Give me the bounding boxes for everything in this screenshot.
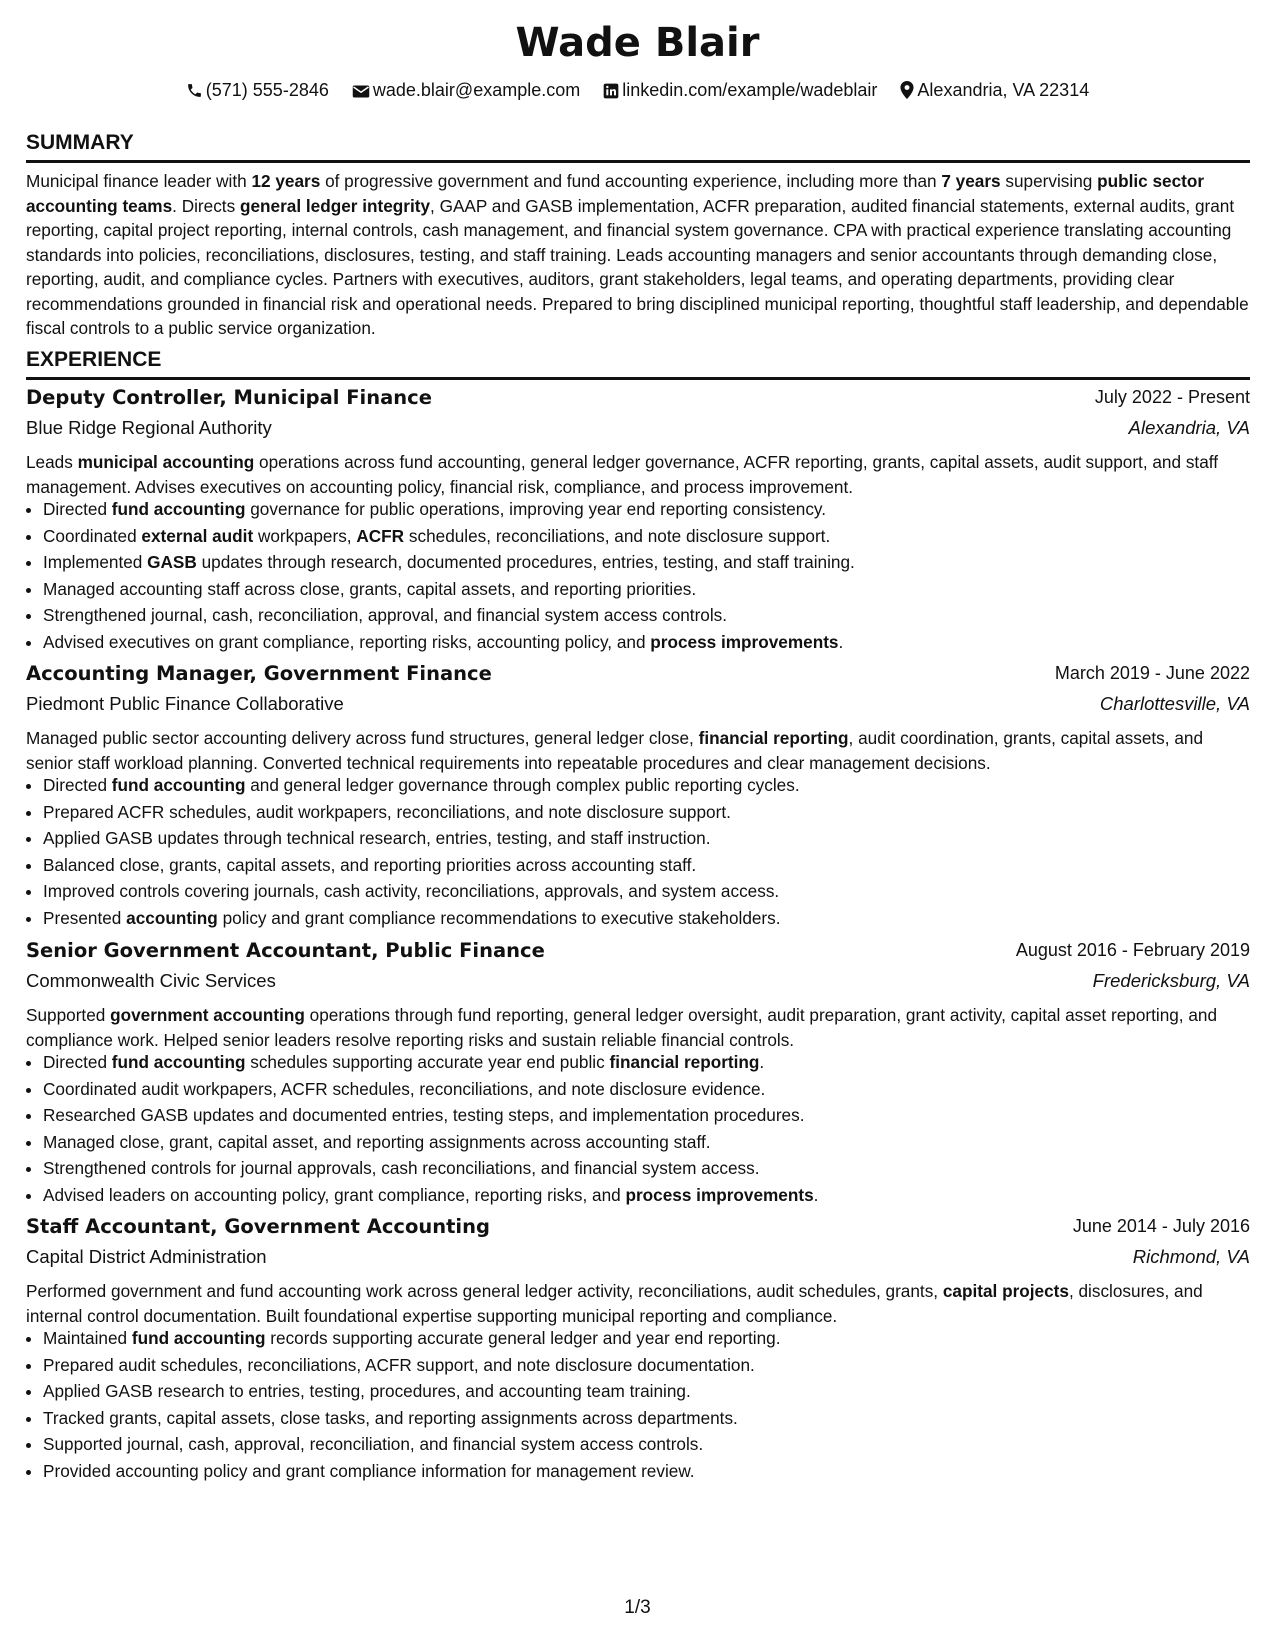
contact-bar: [0, 79, 1275, 101]
bullet-item: • Advised executives on grant compliance, reporting risks, accounting policy, and process improvements.: [43, 629, 1250, 656]
emphasis-text: financial reporting: [698, 728, 849, 748]
linkedin-icon: [603, 83, 619, 99]
job-company: Commonwealth Civic Services: [26, 970, 276, 991]
job-title: Accounting Manager, Government Finance: [26, 662, 492, 685]
emphasis-text: public sector accounting teams: [26, 171, 1205, 216]
contact-linkedin[interactable]: [603, 80, 877, 101]
job-description: Supported government accounting operations through fund reporting, general ledger oversight, audit preparation, grant activity, capital asset reporting, and compliance work. Helped senior leaders resolve reporting risks and sustain reliable financial controls.: [26, 1005, 1218, 1050]
job-dates: August 2016 - February 2019: [1015, 940, 1250, 960]
email-text: wade.blair@example.com: [372, 79, 581, 100]
job-company: Capital District Administration: [26, 1246, 267, 1267]
bullet-item: • Tracked grants, capital assets, close tasks, and reporting assignments across departments.: [43, 1405, 1250, 1432]
bullet-item: • Directed fund accounting governance for public operations, improving year end reporting consistency.: [43, 496, 1250, 523]
bullet-item: • Applied GASB updates through technical research, entries, testing, and staff instruction.: [43, 825, 1250, 852]
bullet-item: • Applied GASB research to entries, testing, procedures, and accounting team training.: [43, 1378, 1250, 1405]
job-description: Managed public sector accounting delivery across fund structures, general ledger close, financial reporting, audit coordination, grants, capital assets, and senior staff workload planning. Converted technical requirements into repeatable procedures and clear management decisions.: [26, 728, 1203, 773]
bullet-item: • Provided accounting policy and grant compliance information for management review.: [43, 1458, 1250, 1485]
bullet-item: • Managed close, grant, capital asset, and reporting assignments across accounting staff.: [43, 1129, 1250, 1156]
job-bullets: [26, 496, 1250, 656]
experience-heading: EXPERIENCE: [26, 348, 1250, 380]
job-company: Blue Ridge Regional Authority: [26, 417, 272, 438]
job-dates: March 2019 - June 2022: [1054, 663, 1250, 683]
emphasis-text: ACFR: [356, 525, 405, 546]
emphasis-text: financial reporting: [609, 1052, 760, 1072]
job-title: Senior Government Accountant, Public Finance: [26, 939, 545, 962]
bullet-item: • Coordinated external audit workpapers, ACFR schedules, reconciliations, and note disclosure support.: [43, 523, 1250, 550]
job-dates: July 2022 - Present: [1094, 387, 1250, 407]
bullet-item: • Strengthened controls for journal approvals, cash reconciliations, and financial system access.: [43, 1155, 1250, 1182]
emphasis-text: municipal accounting: [77, 452, 255, 472]
summary-text: Municipal finance leader with 12 years of progressive government and fund accounting experience, including more than 7 years supervising public sector accounting teams. Directs general ledger integrity, GAAP and GASB implementation, ACFR preparation, audited financial statements, external audits, grant reporting, capital project reporting, internal controls, cash management, and financial system governance. CPA with practical experience translating accounting standards into policies, reconciliations, disclosures, testing, and staff training. Leads accounting managers and senior accountants through demanding close, reporting, audit, and compliance cycles. Partners with executives, auditors, grant stakeholders, legal teams, and operating departments, providing clear recommendations grounded in financial risk and operational needs. Prepared to bring disciplined municipal reporting, thoughtful staff leadership, and dependable fiscal controls to a public service organization.: [26, 171, 1249, 338]
contact-phone: [186, 80, 329, 101]
job-location: Alexandria, VA: [1128, 417, 1250, 438]
emphasis-text: capital projects: [942, 1281, 1069, 1301]
job-bullets: [26, 1049, 1250, 1209]
emphasis-text: process improvements: [650, 631, 839, 652]
job-title: Staff Accountant, Government Accounting: [26, 1215, 490, 1238]
emphasis-text: fund accounting: [111, 1052, 246, 1072]
job-bullets: [26, 1325, 1250, 1485]
bullet-item: • Balanced close, grants, capital assets, and reporting priorities across accounting staff.: [43, 852, 1250, 879]
emphasis-text: 7 years: [941, 171, 1001, 191]
page-number: 1/3: [624, 1597, 651, 1618]
bullet-item: • Implemented GASB updates through research, documented procedures, entries, testing, and staff training.: [43, 549, 1250, 576]
summary-heading: SUMMARY: [26, 131, 1250, 163]
job-company: Piedmont Public Finance Collaborative: [26, 693, 344, 714]
emphasis-text: process improvements: [625, 1184, 814, 1205]
emphasis-text: 12 years: [251, 171, 321, 191]
emphasis-text: external audit: [141, 525, 254, 546]
bullet-item: • Coordinated audit workpapers, ACFR schedules, reconciliations, and note disclosure evidence.: [43, 1076, 1250, 1103]
emphasis-text: fund accounting: [111, 775, 246, 795]
emphasis-text: government accounting: [110, 1005, 305, 1025]
emphasis-text: GASB: [147, 552, 197, 573]
bullet-item: • Improved controls covering journals, cash activity, reconciliations, approvals, and system access.: [43, 878, 1250, 905]
contact-email[interactable]: [352, 80, 580, 101]
job-dates: June 2014 - July 2016: [1072, 1216, 1250, 1236]
bullet-item: • Prepared audit schedules, reconciliations, ACFR support, and note disclosure documentation.: [43, 1352, 1250, 1379]
bullet-item: • Prepared ACFR schedules, audit workpapers, reconciliations, and note disclosure support.: [43, 799, 1250, 826]
emphasis-text: fund accounting: [111, 499, 246, 519]
linkedin-text: linkedin.com/example/wadeblair: [622, 79, 878, 100]
job-location: Fredericksburg, VA: [1092, 970, 1250, 991]
bullet-item: • Presented accounting policy and grant compliance recommendations to executive stakeholders.: [43, 905, 1250, 932]
bullet-item: • Supported journal, cash, approval, reconciliation, and financial system access controls.: [43, 1431, 1250, 1458]
job-title: Deputy Controller, Municipal Finance: [26, 386, 432, 409]
bullet-item: • Directed fund accounting and general ledger governance through complex public reporting cycles.: [43, 772, 1250, 799]
emphasis-text: fund accounting: [131, 1328, 266, 1348]
location-icon: [900, 81, 914, 99]
bullet-item: • Advised leaders on accounting policy, grant compliance, reporting risks, and process improvements.: [43, 1182, 1250, 1209]
phone-icon: [186, 82, 203, 99]
job-description: Performed government and fund accounting work across general ledger activity, reconciliations, audit schedules, grants, capital projects, disclosures, and internal control documentation. Built foundational expertise supporting municipal reporting and compliance.: [26, 1281, 1203, 1326]
bullet-item: • Directed fund accounting schedules supporting accurate year end public financial reporting.: [43, 1049, 1250, 1076]
job-description: Leads municipal accounting operations across fund accounting, general ledger governance, ACFR reporting, grants, capital assets, audit support, and staff management. Advises executives on accounting policy, financial risk, compliance, and process improvement.: [26, 452, 1218, 497]
job-bullets: [26, 772, 1250, 932]
bullet-item: • Researched GASB updates and documented entries, testing steps, and implementation procedures.: [43, 1102, 1250, 1129]
candidate-name: Wade Blair: [515, 20, 760, 66]
location-text: Alexandria, VA 22314: [917, 79, 1090, 100]
phone-text: (571) 555-2846: [205, 79, 329, 100]
job-location: Charlottesville, VA: [1099, 693, 1250, 714]
job-location: Richmond, VA: [1132, 1246, 1250, 1267]
bullet-item: • Strengthened journal, cash, reconciliation, approval, and financial system access controls.: [43, 602, 1250, 629]
emphasis-text: general ledger integrity: [239, 195, 431, 216]
bullet-item: • Managed accounting staff across close, grants, capital assets, and reporting priorities.: [43, 576, 1250, 603]
emphasis-text: accounting: [126, 907, 218, 928]
email-icon: [352, 84, 370, 99]
contact-location: [900, 80, 1089, 101]
bullet-item: • Maintained fund accounting records supporting accurate general ledger and year end reporting.: [43, 1325, 1250, 1352]
